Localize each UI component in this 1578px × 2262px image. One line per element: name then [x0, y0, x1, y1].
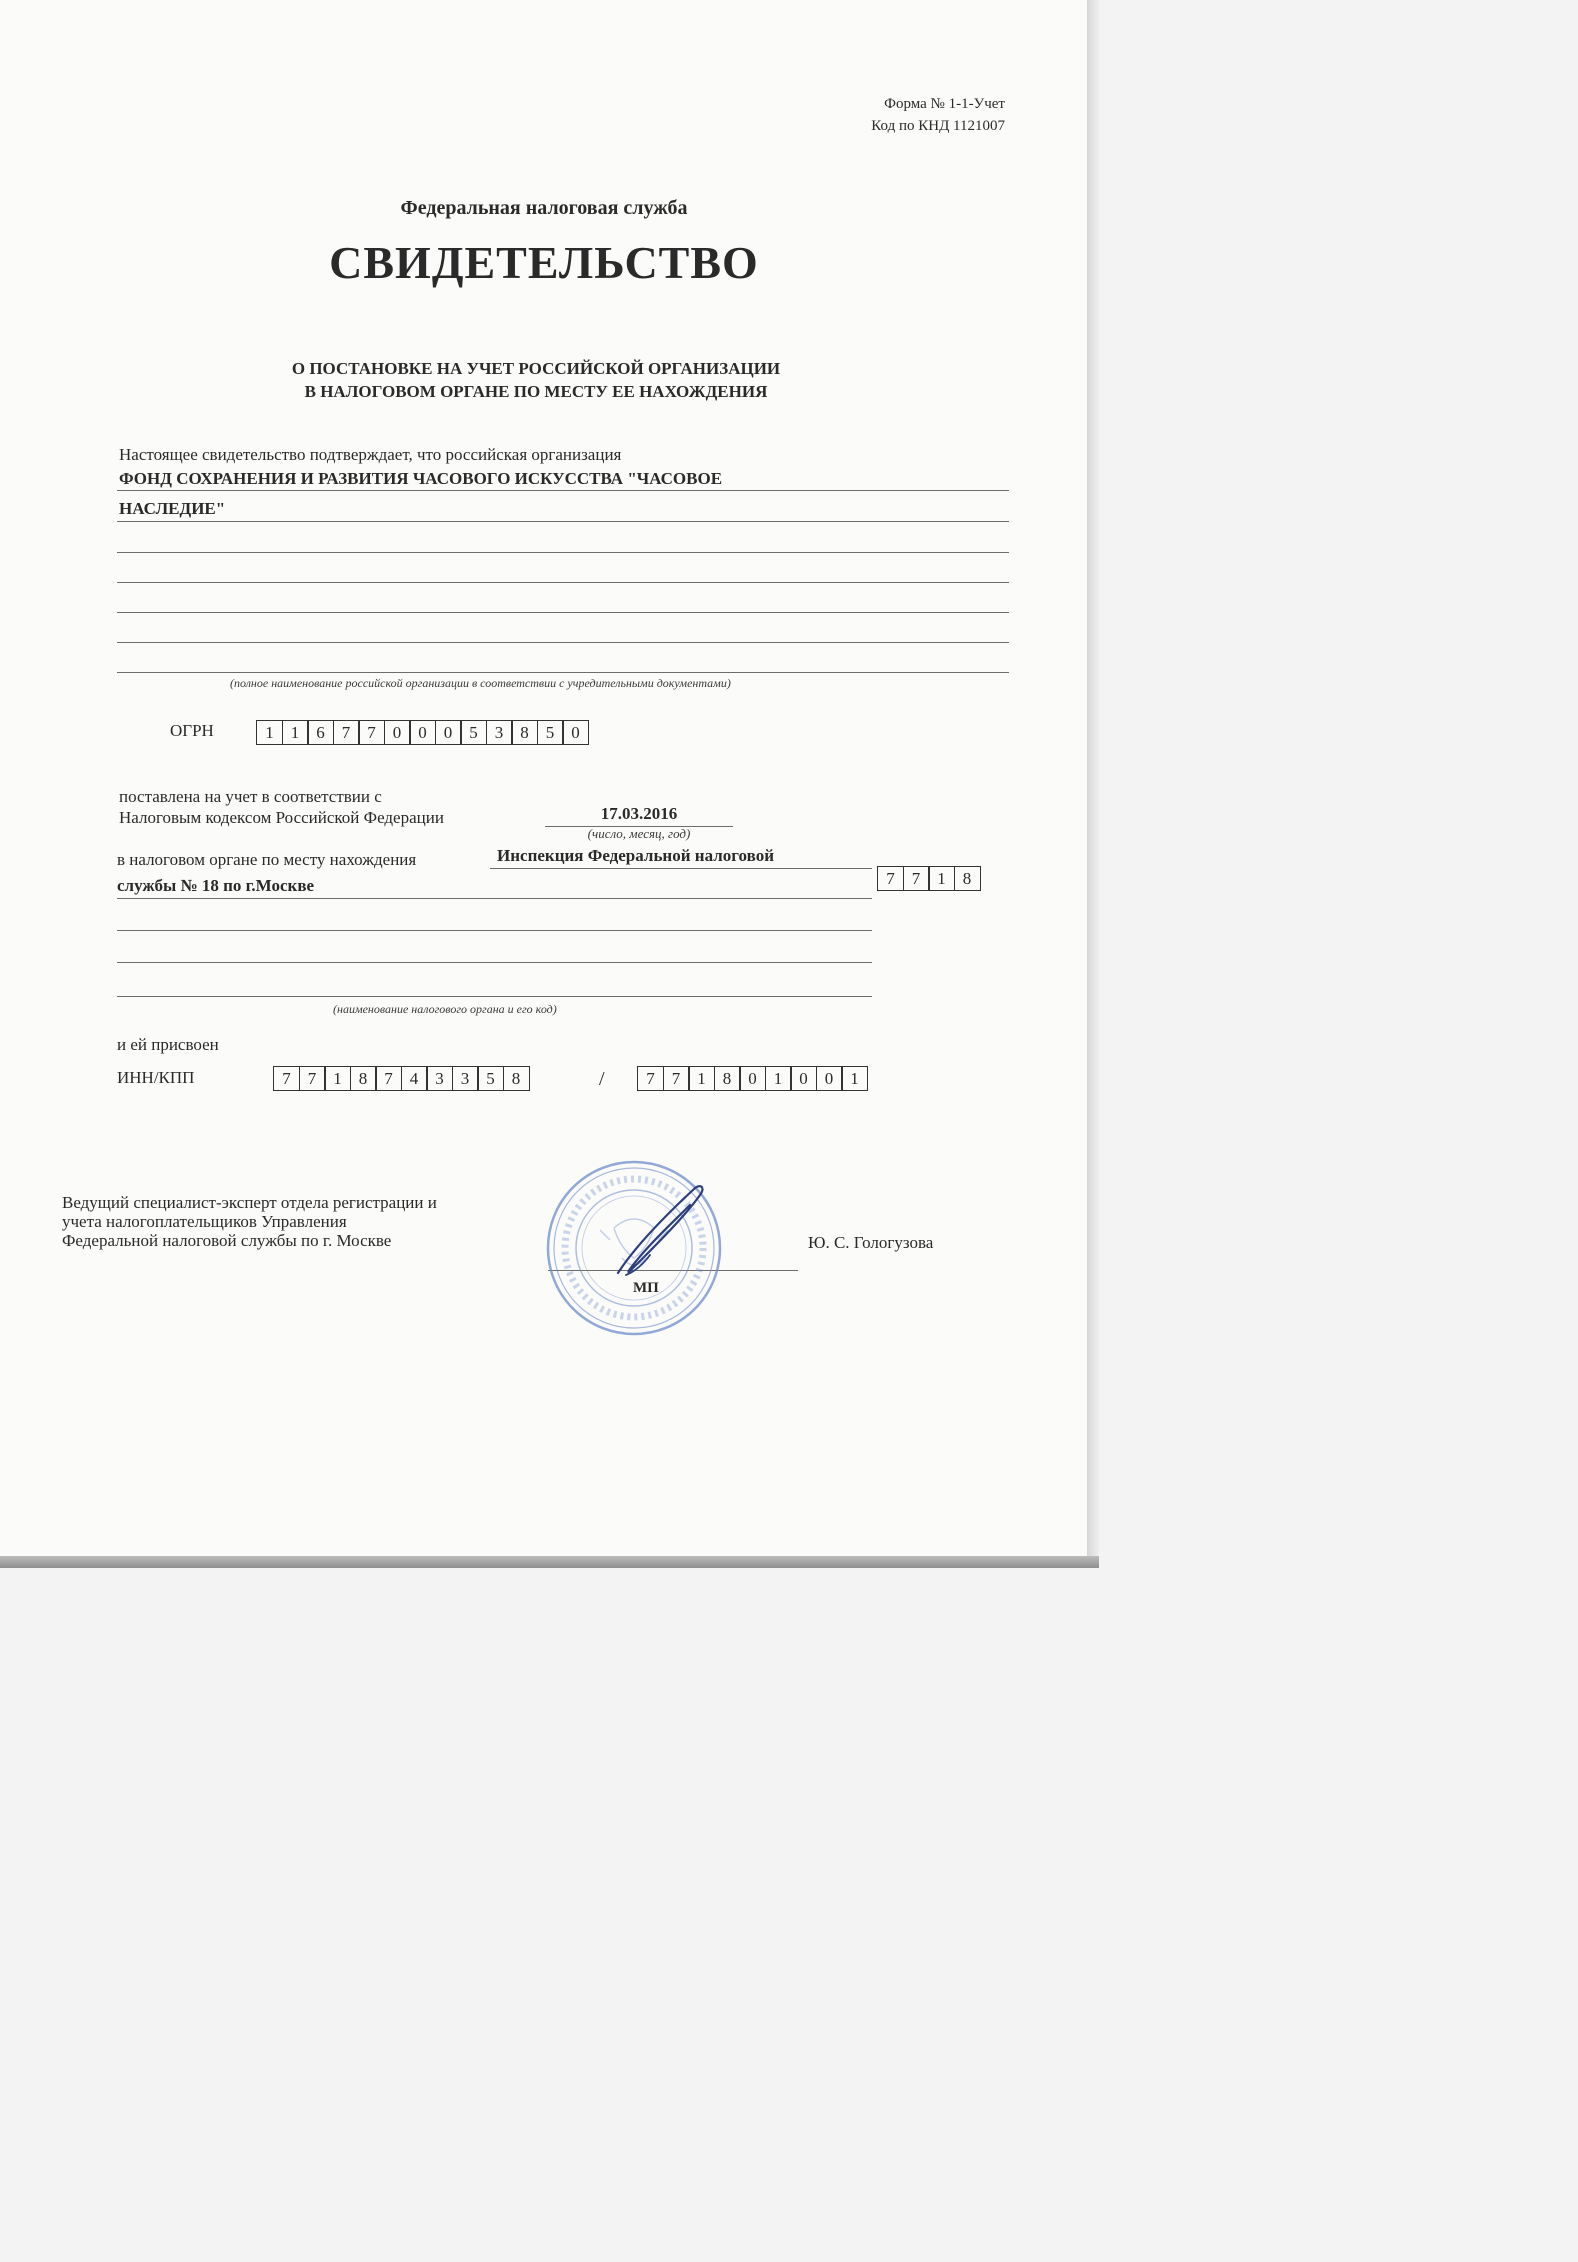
page-edge-shadow [1088, 0, 1099, 1568]
digit-cell: 3 [486, 720, 513, 745]
inn-digit-row [273, 1066, 530, 1091]
authority-name: Федеральная налоговая служба [400, 197, 688, 219]
digit-cell: 0 [384, 720, 411, 745]
digit-cell: 0 [435, 720, 462, 745]
registration-line1: поставлена на учет в соответствии с [119, 787, 382, 806]
digit-cell: 0 [409, 720, 436, 745]
digit-cell: 8 [511, 720, 538, 745]
knd-code: Код по КНД 1121007 [871, 118, 1005, 134]
seal-label: МП [633, 1280, 659, 1296]
organization-caption: (полное наименование российской организации в соответствии с учредительными документами) [230, 676, 731, 690]
digit-cell: 1 [324, 1066, 351, 1091]
tax-authority-underline [117, 930, 872, 931]
digit-cell: 3 [426, 1066, 453, 1091]
digit-cell: 5 [460, 720, 487, 745]
digit-cell: 1 [282, 720, 309, 745]
digit-cell: 5 [537, 720, 564, 745]
tax-authority-label: в налоговом органе по месту нахождения [117, 850, 417, 869]
ogrn-label: ОГРН [170, 721, 214, 740]
digit-cell: 7 [299, 1066, 326, 1091]
org-underline [117, 582, 1009, 583]
digit-cell: 0 [562, 720, 589, 745]
org-underline [117, 552, 1009, 553]
tax-authority-underline [490, 868, 872, 869]
scan-bottom-edge [0, 1556, 1099, 1568]
date-caption: (число, месяц, год) [587, 826, 691, 841]
digit-cell: 1 [256, 720, 283, 745]
digit-cell: 0 [816, 1066, 843, 1091]
digit-cell: 7 [903, 866, 930, 891]
registration-date: 17.03.2016 [600, 804, 678, 823]
digit-cell: 5 [477, 1066, 504, 1091]
org-underline [117, 490, 1009, 491]
digit-cell: 0 [739, 1066, 766, 1091]
digit-cell: 7 [663, 1066, 690, 1091]
tax-authority-name-line2: службы № 18 по г.Москве [117, 876, 315, 895]
digit-cell: 3 [452, 1066, 479, 1091]
subtitle-line2: В НАЛОГОВОМ ОРГАНЕ ПО МЕСТУ ЕЕ НАХОЖДЕНИЯ [304, 382, 768, 401]
org-underline [117, 642, 1009, 643]
inn-kpp-label: ИНН/КПП [117, 1068, 195, 1087]
inn-kpp-separator: / [599, 1068, 605, 1090]
digit-cell: 8 [954, 866, 981, 891]
intro-text: Настоящее свидетельство подтверждает, что российская организация [119, 445, 622, 464]
digit-cell: 7 [877, 866, 904, 891]
digit-cell: 1 [688, 1066, 715, 1091]
tax-authority-underline [117, 996, 872, 997]
digit-cell: 7 [333, 720, 360, 745]
certificate-sheet [0, 0, 1088, 1556]
digit-cell: 4 [401, 1066, 428, 1091]
assigned-label: и ей присвоен [117, 1035, 219, 1054]
organization-name-line1: ФОНД СОХРАНЕНИЯ И РАЗВИТИЯ ЧАСОВОГО ИСКУССТВА "ЧАСОВОЕ [119, 469, 723, 488]
org-underline [117, 672, 1009, 673]
digit-cell: 1 [765, 1066, 792, 1091]
tax-authority-name-line1: Инспекция Федеральной налоговой [497, 846, 774, 865]
tax-authority-underline [117, 962, 872, 963]
kpp-digit-row [637, 1066, 868, 1091]
digit-cell: 7 [273, 1066, 300, 1091]
digit-cell: 8 [714, 1066, 741, 1091]
digit-cell: 7 [358, 720, 385, 745]
org-underline [117, 521, 1009, 522]
organization-name-line2: НАСЛЕДИЕ" [119, 499, 226, 518]
signatory-position-line3: Федеральной налоговой службы по г. Москве [62, 1231, 392, 1250]
digit-cell: 6 [307, 720, 334, 745]
signatory-position-line2: учета налогоплательщиков Управления [62, 1212, 347, 1231]
document-title: СВИДЕТЕЛЬСТВО [329, 237, 759, 288]
tax-authority-code-row [877, 866, 981, 891]
digit-cell: 7 [637, 1066, 664, 1091]
form-number: Форма № 1-1-Учет [884, 96, 1005, 112]
subtitle-line1: О ПОСТАНОВКЕ НА УЧЕТ РОССИЙСКОЙ ОРГАНИЗАЦИИ [291, 359, 781, 378]
digit-cell: 8 [350, 1066, 377, 1091]
org-underline [117, 612, 1009, 613]
signatory-name: Ю. С. Гологузова [808, 1233, 934, 1252]
ogrn-digit-row [256, 720, 589, 745]
digit-cell: 7 [375, 1066, 402, 1091]
tax-authority-underline [117, 898, 872, 899]
digit-cell: 0 [790, 1066, 817, 1091]
signatory-position-line1: Ведущий специалист-эксперт отдела регистрации и [62, 1193, 437, 1212]
digit-cell: 1 [841, 1066, 868, 1091]
digit-cell: 8 [503, 1066, 530, 1091]
registration-line2: Налоговым кодексом Российской Федерации [119, 808, 444, 827]
digit-cell: 1 [928, 866, 955, 891]
tax-authority-caption: (наименование налогового органа и его код) [333, 1002, 557, 1016]
handwritten-signature [596, 1175, 716, 1285]
